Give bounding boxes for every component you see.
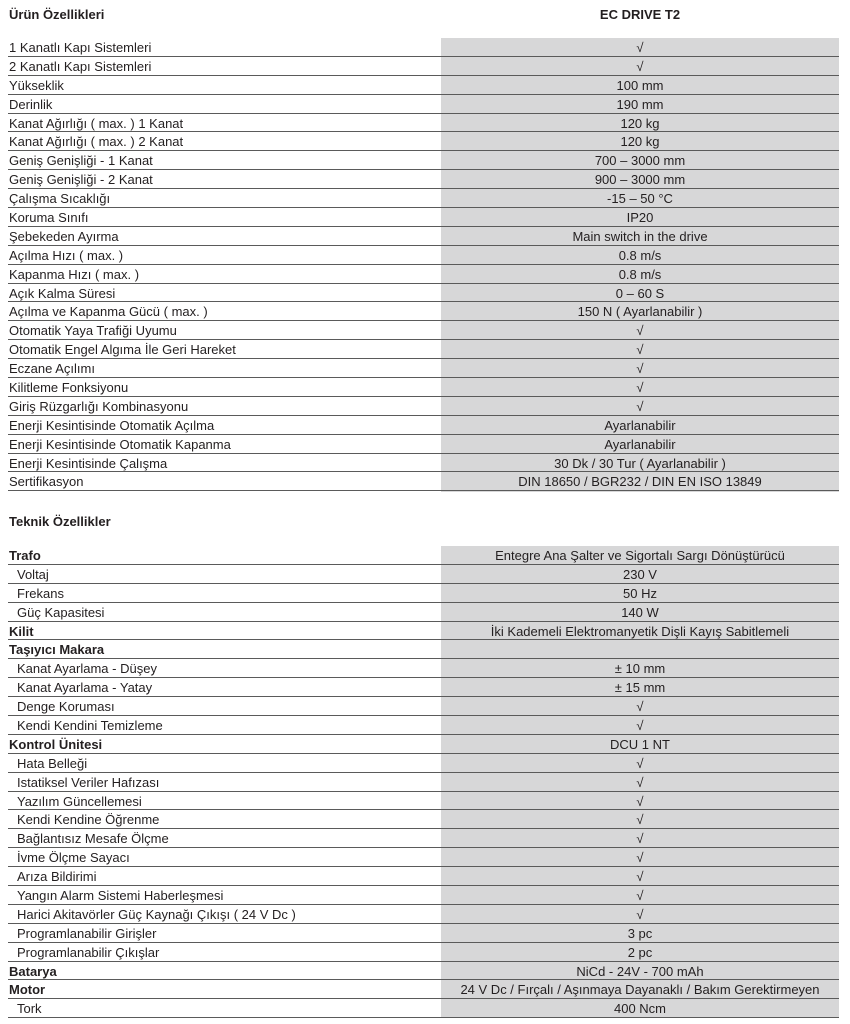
row-label: Denge Koruması [17, 699, 115, 715]
table-row [0, 340, 850, 359]
row-label: Voltaj [17, 566, 49, 582]
row-value: 30 Dk / 30 Tur ( Ayarlanabilir ) [554, 455, 726, 471]
row-value: √ [636, 774, 644, 790]
row-label: Programlanabilir Girişler [17, 925, 157, 941]
row-value: √ [636, 361, 644, 377]
row-label: Açılma ve Kapanma Gücü ( max. ) [9, 304, 208, 320]
row-label: Yükseklik [9, 77, 64, 93]
table-section-row [0, 640, 850, 659]
section-title-product-features: Ürün Özellikleri [9, 7, 105, 22]
table-row [0, 246, 850, 265]
table-row [0, 905, 850, 924]
table-row [0, 151, 850, 170]
row-value: Ayarlanabilir [604, 417, 676, 433]
row-label: 2 Kanatlı Kapı Sistemleri [9, 58, 152, 74]
row-value: ± 10 mm [614, 661, 666, 677]
row-value: √ [636, 40, 644, 55]
row-label: Harici Akitavörler Güç Kaynağı Çıkışı ( 24 V Dc ) [17, 906, 296, 922]
row-value: √ [636, 58, 644, 74]
row-value: √ [636, 850, 644, 866]
row-value: İki Kademeli Elektromanyetik Dişli Kayış Sabitlemeli [490, 623, 790, 639]
row-label: Kapanma Hızı ( max. ) [9, 266, 140, 282]
table-row [0, 208, 850, 227]
row-label: Arıza Bildirimi [17, 869, 97, 885]
row-label: Yangın Alarm Sistemi Haberleşmesi [17, 888, 224, 904]
product-title: EC DRIVE T2 [599, 7, 681, 22]
row-value: 50 Hz [623, 585, 657, 601]
table-row [0, 943, 850, 962]
table-section-row [0, 546, 850, 565]
row-value: 700 – 3000 mm [594, 153, 686, 169]
row-value: 400 Ncm [613, 1001, 667, 1017]
row-label: 1 Kanatlı Kapı Sistemleri [9, 40, 152, 55]
row-label: Çalışma Sıcaklığı [9, 191, 111, 207]
row-label: Motor [9, 982, 46, 998]
row-label: Hata Belleği [17, 755, 88, 771]
row-value: IP20 [626, 210, 654, 226]
row-label: Kendi Kendini Temizleme [17, 718, 163, 734]
row-label: Bağlantısız Mesafe Ölçme [17, 831, 169, 847]
table-row [0, 999, 850, 1018]
row-value: √ [636, 755, 644, 771]
row-value: -15 – 50 °C [607, 191, 673, 207]
row-label: Otomatik Yaya Trafiği Uyumu [9, 323, 177, 339]
table-row [0, 435, 850, 454]
table-row [0, 886, 850, 905]
table-row [0, 716, 850, 735]
row-value: √ [636, 793, 644, 809]
table-row [0, 378, 850, 397]
row-value: 120 kg [620, 115, 660, 131]
row-label: İvme Ölçme Sayacı [17, 850, 130, 866]
row-label: Otomatik Engel Algıma İle Geri Hareket [9, 342, 236, 358]
table-row [0, 454, 850, 473]
row-label: Enerji Kesintisinde Otomatik Açılma [9, 417, 215, 433]
table-row [0, 38, 850, 57]
row-value: NiCd - 24V - 700 mAh [576, 963, 704, 979]
row-label: Trafo [9, 548, 41, 563]
row-value: √ [636, 718, 644, 734]
row-label: Batarya [9, 963, 57, 979]
row-value: DIN 18650 / BGR232 / DIN EN ISO 13849 [518, 474, 762, 490]
table-row [0, 302, 850, 321]
row-value: ± 15 mm [614, 680, 666, 696]
row-value: 0.8 m/s [618, 266, 662, 282]
table-row [0, 829, 850, 848]
table-row [0, 76, 850, 95]
row-value: √ [636, 323, 644, 339]
row-label: Frekans [17, 585, 64, 601]
table-row [0, 603, 850, 622]
row-value: 100 mm [616, 77, 664, 93]
row-label: Kendi Kendine Öğrenme [17, 812, 160, 828]
table-row [0, 848, 850, 867]
row-value: Entegre Ana Şalter ve Sigortalı Sargı Dönüştürücü [495, 548, 785, 563]
row-value: √ [636, 380, 644, 396]
row-value: 2 pc [627, 944, 653, 960]
table-row [0, 792, 850, 811]
row-value: 190 mm [616, 96, 664, 112]
row-label: Taşıyıcı Makara [9, 642, 105, 658]
table-row [0, 565, 850, 584]
table-row [0, 659, 850, 678]
row-value: 150 N ( Ayarlanabilir ) [577, 304, 703, 320]
row-value: √ [636, 812, 644, 828]
row-label: Kanat Ağırlığı ( max. ) 1 Kanat [9, 115, 184, 131]
row-label: Programlanabilir Çıkışlar [17, 944, 160, 960]
table-section-row [0, 622, 850, 641]
row-label: Kilitleme Fonksiyonu [9, 380, 129, 396]
row-value: 140 W [621, 604, 659, 620]
row-label: Kanat Ağırlığı ( max. ) 2 Kanat [9, 134, 184, 150]
row-label: Şebekeden Ayırma [9, 228, 119, 244]
row-label: Geniş Genişliği - 2 Kanat [9, 172, 153, 188]
row-value: √ [636, 906, 644, 922]
row-label: Sertifikasyon [9, 474, 84, 490]
row-label: Istatiksel Veriler Hafızası [17, 774, 160, 790]
row-value: 120 kg [620, 134, 660, 150]
row-value: √ [636, 831, 644, 847]
row-value: √ [636, 888, 644, 904]
row-value: 0 – 60 S [615, 285, 665, 301]
table-row [0, 359, 850, 378]
row-label: Geniş Genişliği - 1 Kanat [9, 153, 153, 169]
row-value: DCU 1 NT [610, 736, 670, 752]
table-section-row [0, 980, 850, 999]
table-row [0, 867, 850, 886]
table-row [0, 57, 850, 76]
table-row [0, 189, 850, 208]
row-label: Enerji Kesintisinde Otomatik Kapanma [9, 436, 231, 452]
row-value: √ [636, 342, 644, 358]
table-row [0, 321, 850, 340]
row-value: 900 – 3000 mm [594, 172, 686, 188]
table-row [0, 472, 850, 491]
row-label: Derinlik [9, 96, 53, 112]
row-label: Enerji Kesintisinde Çalışma [9, 455, 168, 471]
table-row [0, 678, 850, 697]
table-row [0, 416, 850, 435]
row-value: 230 V [623, 566, 657, 582]
section-title-technical-features: Teknik Özellikler [9, 514, 111, 529]
table-row [0, 265, 850, 284]
row-label: Kanat Ayarlama - Yatay [17, 680, 153, 696]
table-row [0, 810, 850, 829]
table-row [0, 132, 850, 151]
row-label: Yazılım Güncellemesi [17, 793, 142, 809]
row-value: √ [636, 398, 644, 414]
row-value: √ [636, 869, 644, 885]
table-row [0, 227, 850, 246]
table-row [0, 170, 850, 189]
row-value: √ [636, 699, 644, 715]
row-label: Açılma Hızı ( max. ) [9, 247, 124, 263]
table-section-row [0, 962, 850, 981]
table-row [0, 697, 850, 716]
row-label: Güç Kapasitesi [17, 604, 105, 620]
row-value: 0.8 m/s [618, 247, 662, 263]
table-section-row [0, 735, 850, 754]
row-value: 3 pc [627, 925, 653, 941]
table-row [0, 773, 850, 792]
table-row [0, 114, 850, 133]
row-label: Açık Kalma Süresi [9, 285, 116, 301]
table-row [0, 754, 850, 773]
row-label: Giriş Rüzgarlığı Kombinasyonu [9, 398, 189, 414]
table-row [0, 95, 850, 114]
table-row [0, 584, 850, 603]
product-features-table [0, 38, 850, 491]
technical-features-table [0, 546, 850, 1018]
row-label: Koruma Sınıfı [9, 210, 89, 226]
row-label: Kilit [9, 623, 34, 639]
table-row [0, 397, 850, 416]
row-label: Tork [17, 1001, 42, 1017]
row-label: Kontrol Ünitesi [9, 736, 103, 752]
row-value: 24 V Dc / Fırçalı / Aşınmaya Dayanaklı / Bakım Gerektirmeyen [460, 982, 820, 998]
row-label: Eczane Açılımı [9, 361, 95, 377]
row-value: Main switch in the drive [572, 228, 708, 244]
row-value: Ayarlanabilir [604, 436, 676, 452]
table-row [0, 924, 850, 943]
row-label: Kanat Ayarlama - Düşey [17, 661, 157, 677]
table-row [0, 284, 850, 303]
